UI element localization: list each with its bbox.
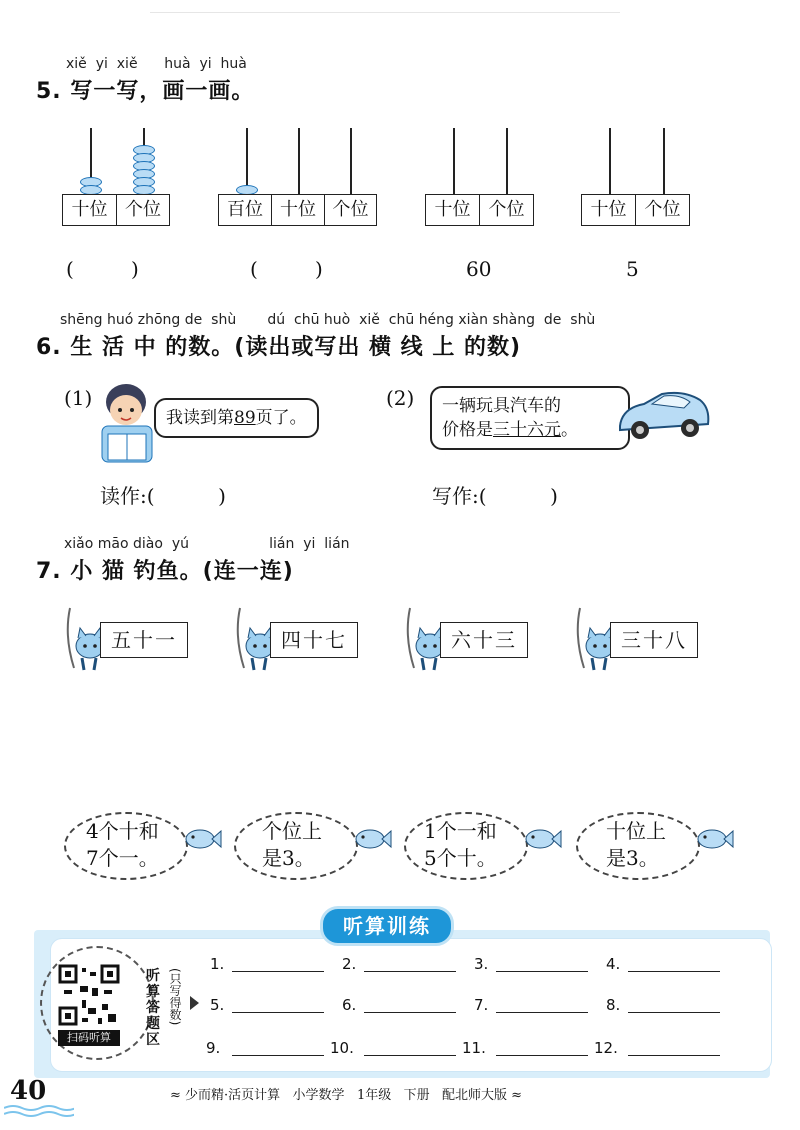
footer-text: ≈ 少而精·活页计算 小学数学 1年级 下册 配北师大版 ≈: [170, 1088, 523, 1103]
answer-number: 3.: [474, 955, 489, 973]
fish-text-line2: 5个十。: [424, 846, 497, 870]
answer-line[interactable]: [628, 1055, 720, 1056]
place-label: 十位: [271, 195, 324, 225]
answer-number: 9.: [206, 1039, 221, 1057]
place-value-box: [62, 194, 170, 226]
fish-icon: [524, 826, 562, 852]
given-number: 60: [466, 257, 492, 281]
place-label: 个位: [324, 195, 376, 225]
answer-line[interactable]: [496, 1055, 588, 1056]
top-rule: [150, 12, 620, 13]
fish-text-line1: 个位上: [262, 819, 322, 843]
answer-number: 7.: [474, 996, 489, 1014]
place-label: 十位: [71, 199, 108, 220]
answer-line[interactable]: [232, 1012, 324, 1013]
answer-number: 4.: [606, 955, 621, 973]
read-as-blank[interactable]: 读作:( ): [100, 484, 226, 508]
item-1-label: (1): [64, 386, 93, 410]
fish-text-line1: 十位上: [606, 819, 666, 843]
answer-line[interactable]: [628, 1012, 720, 1013]
speech-text: 页了。: [255, 408, 307, 428]
place-label: 个位: [116, 195, 169, 225]
given-number: 5: [626, 257, 639, 281]
answer-line[interactable]: [364, 1012, 456, 1013]
cat-number-card[interactable]: 四十七: [270, 622, 358, 658]
speech-bubble-1: [154, 398, 319, 438]
answer-line[interactable]: [364, 971, 456, 972]
page-number: 40: [10, 1076, 47, 1106]
answer-number: 6.: [342, 996, 357, 1014]
fish-icon: [184, 826, 222, 852]
write-as-blank[interactable]: 写作:( ): [432, 484, 558, 508]
speech-text: 。: [561, 420, 578, 440]
place-label: 十位: [434, 199, 471, 220]
fish-text-line1: 1个一和: [424, 819, 497, 843]
speech-text: 一辆玩具汽车的: [442, 396, 561, 416]
answer-line[interactable]: [364, 1055, 456, 1056]
answer-number: 5.: [210, 996, 225, 1014]
answer-line[interactable]: [496, 971, 588, 972]
q6-pinyin: shēng huó zhōng de shù dú chū huò xiě chū héng xiàn shàng de shù: [60, 312, 596, 328]
fish-text-line2: 是3。: [606, 846, 659, 870]
fish-icon: [696, 826, 734, 852]
place-label: 十位: [590, 199, 627, 220]
fish-text-line2: 是3。: [262, 846, 315, 870]
answer-number: 12.: [594, 1039, 618, 1057]
answer-number: 10.: [330, 1039, 354, 1057]
answer-number: 8.: [606, 996, 621, 1014]
answer-line[interactable]: [496, 1012, 588, 1013]
wave-decoration-icon: [4, 1104, 74, 1120]
place-value-box: [218, 194, 377, 226]
qr-caption: 扫码听算: [58, 1030, 120, 1046]
speech-text: 价格是: [442, 420, 493, 440]
play-arrow-icon: [190, 996, 199, 1010]
q6-title: 6. 生 活 中 的数。(读出或写出 横 线 上 的数): [36, 335, 522, 360]
q7-pinyin: xiǎo māo diào yú lián yi lián: [64, 536, 350, 552]
answer-number: 2.: [342, 955, 357, 973]
place-label: 个位: [635, 195, 689, 225]
underlined-number: 89: [234, 408, 256, 428]
boy-reading-icon: [96, 380, 158, 466]
answer-line[interactable]: [232, 971, 324, 972]
answer-blank[interactable]: ( ): [66, 257, 139, 281]
answer-line[interactable]: [628, 971, 720, 972]
place-label: 百位: [227, 199, 263, 220]
answer-line[interactable]: [232, 1055, 324, 1056]
toy-car-icon: [614, 386, 714, 446]
answer-area-label: 听算答题区: [146, 968, 160, 1048]
cat-number-card[interactable]: 五十一: [100, 622, 188, 658]
q7-title: 7. 小 猫 钓鱼。(连一连): [36, 559, 294, 584]
speech-bubble-2: [430, 386, 630, 450]
answer-blank[interactable]: ( ): [250, 257, 323, 281]
cat-number-card[interactable]: 三十八: [610, 622, 698, 658]
underlined-price: 三十六元: [493, 420, 561, 440]
answer-number: 1.: [210, 955, 225, 973]
cat-number-card[interactable]: 六十三: [440, 622, 528, 658]
place-value-box: [425, 194, 534, 226]
q5-pinyin: xiě yi xiě huà yi huà: [66, 56, 247, 72]
fish-icon: [354, 826, 392, 852]
place-value-box: [581, 194, 690, 226]
answer-number: 11.: [462, 1039, 486, 1057]
fish-text-line1: 4个十和: [86, 819, 159, 843]
listening-banner: 听算训练: [320, 906, 454, 946]
speech-text: 我读到第: [166, 408, 234, 428]
q5-title: 5. 写一写，画一画。: [36, 79, 255, 104]
place-label: 个位: [479, 195, 533, 225]
qr-code-icon[interactable]: [58, 964, 120, 1026]
fish-text-line2: 7个一。: [86, 846, 159, 870]
item-2-label: (2): [386, 386, 415, 410]
answer-area-note: (只写得数): [168, 968, 182, 1026]
